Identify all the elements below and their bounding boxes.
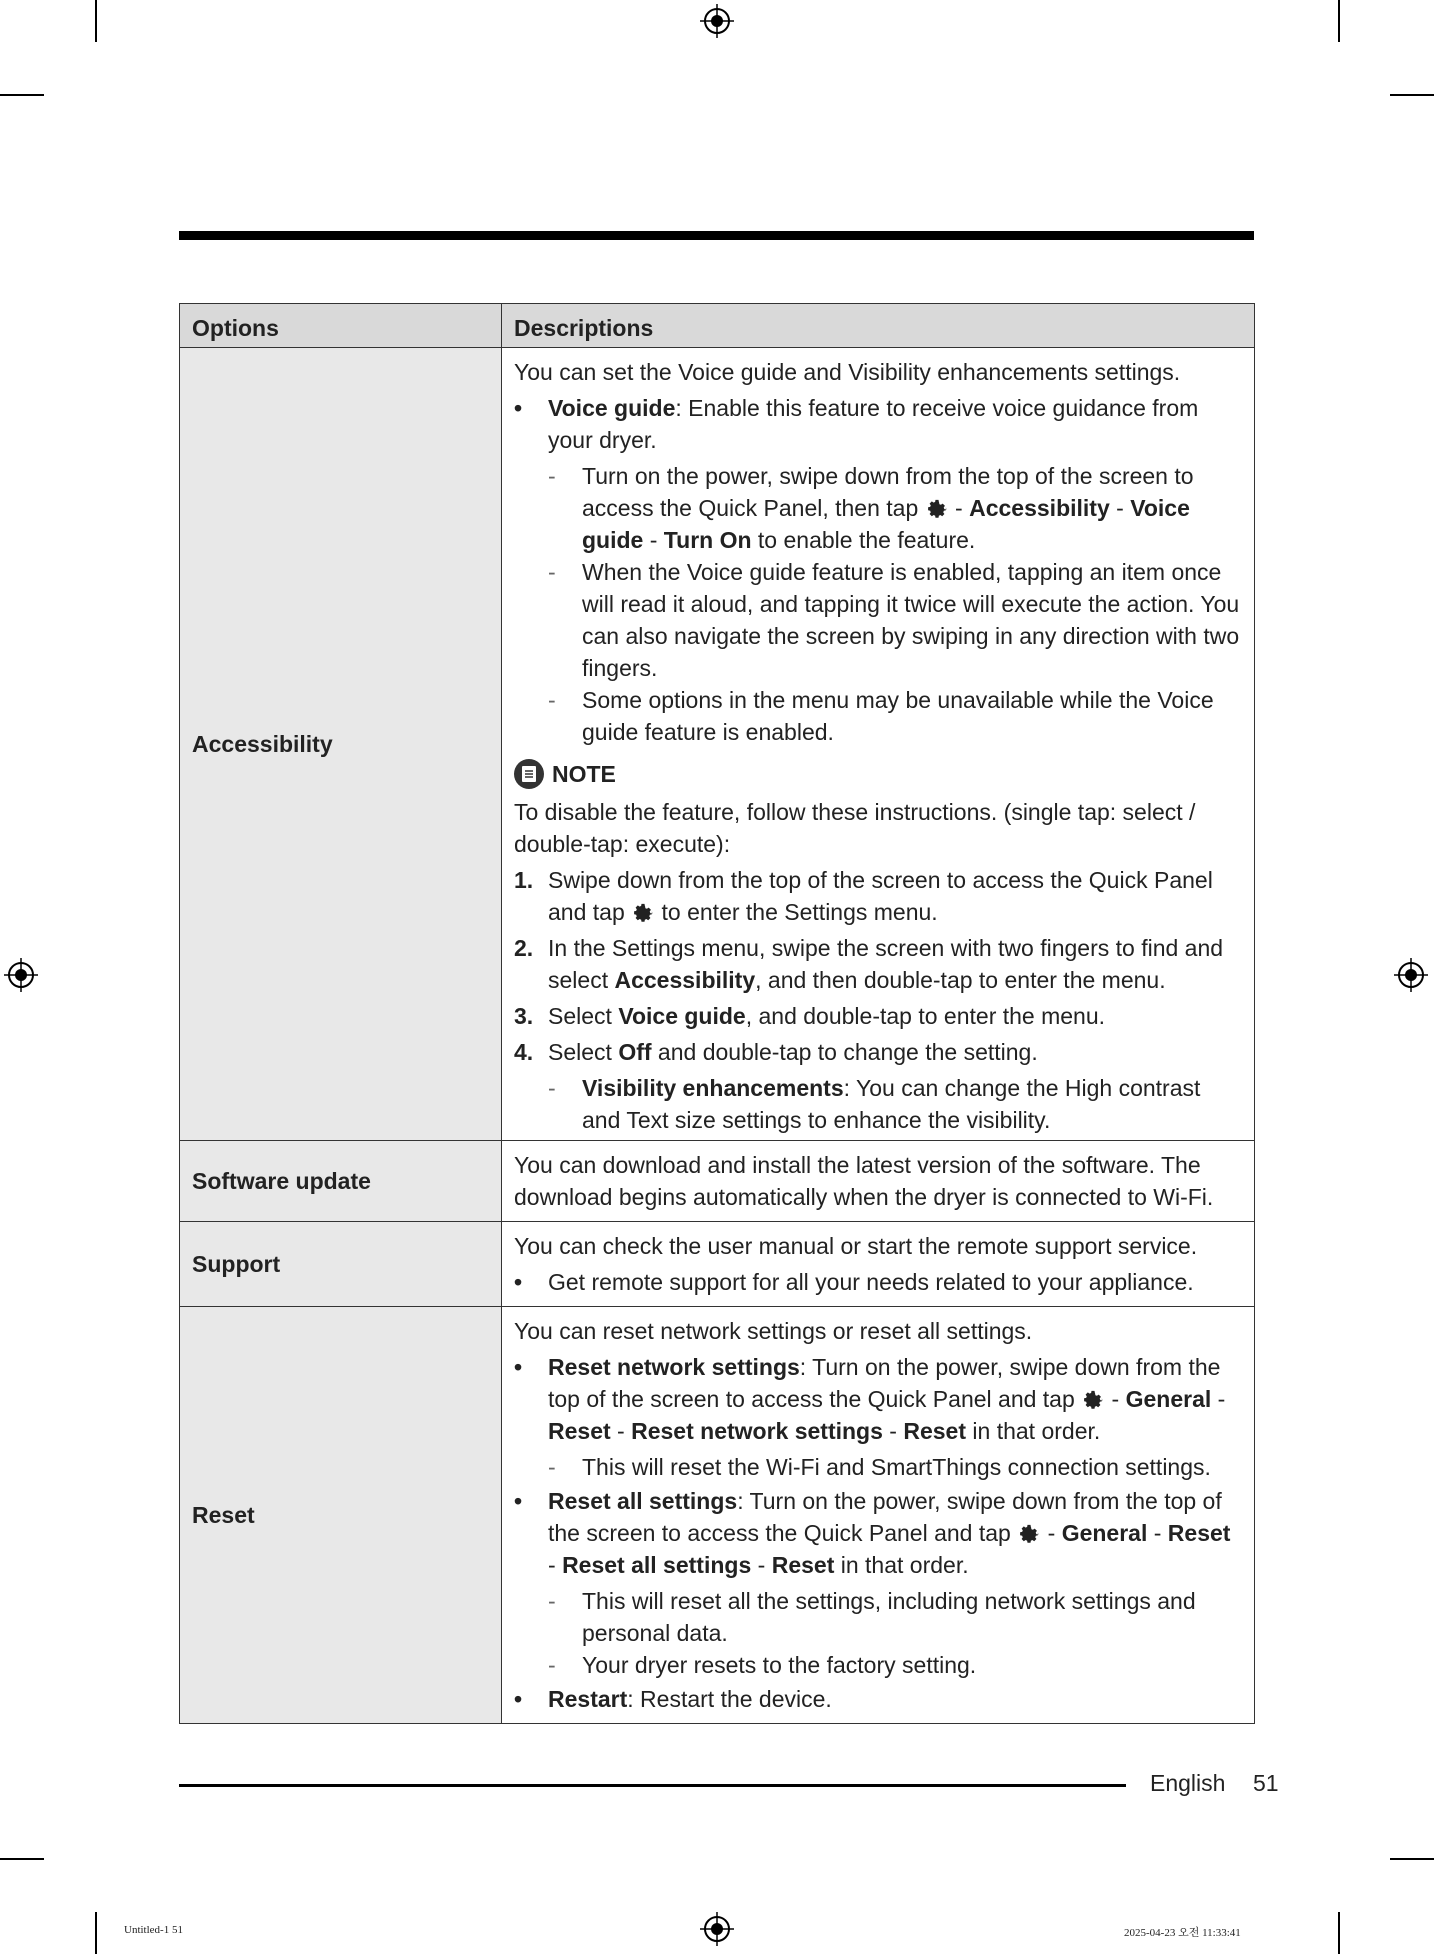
text: - bbox=[751, 1552, 772, 1578]
text: Turn on the power, swipe down from the top of the screen to access the Quick Panel, then tap bbox=[582, 463, 1194, 521]
description-accessibility bbox=[502, 348, 1255, 1141]
bold-text: Voice guide bbox=[582, 495, 1190, 553]
text: - bbox=[1109, 495, 1131, 521]
table-header-row bbox=[180, 304, 1255, 348]
reset-intro: You can reset network settings or reset all settings. bbox=[514, 1318, 1033, 1344]
registration-mark-icon bbox=[1394, 958, 1428, 992]
text: In the Settings menu, swipe the screen with two fingers to find and select bbox=[548, 935, 1224, 993]
table-row bbox=[180, 348, 1255, 1141]
note-text: To disable the feature, follow these instructions. (single tap: select / double-tap: execute): bbox=[514, 799, 1196, 857]
text: : Turn on the power, swipe down from the top of the screen to access the Quick Panel and tap bbox=[548, 1354, 1221, 1412]
software-update-text: You can download and install the latest version of the software. The download begins automatically when the dryer is connected to Wi-Fi. bbox=[514, 1152, 1214, 1210]
text: to enter the Settings menu. bbox=[655, 899, 938, 925]
registration-mark-icon bbox=[4, 958, 38, 992]
bold-text: Reset network settings bbox=[631, 1418, 883, 1444]
list-item bbox=[514, 1266, 1242, 1298]
option-accessibility: Accessibility bbox=[180, 348, 502, 1141]
text: Some options in the menu may be unavailable while the Voice guide feature is enabled. bbox=[582, 687, 1214, 745]
bold-text: Reset bbox=[903, 1418, 967, 1444]
dash-mark: - bbox=[548, 1588, 556, 1614]
bullet-mark: • bbox=[514, 1269, 523, 1295]
dash-mark: - bbox=[548, 687, 556, 713]
sub-list-item bbox=[514, 1451, 1242, 1483]
numbered-step bbox=[514, 864, 1242, 928]
text: Select bbox=[548, 1003, 619, 1029]
description-support bbox=[502, 1222, 1255, 1307]
numbered-step bbox=[514, 1000, 1242, 1032]
text: - bbox=[1041, 1520, 1062, 1546]
gear-icon bbox=[1081, 1387, 1105, 1411]
text: - bbox=[882, 1418, 904, 1444]
text: : You can change the High contrast and Text size settings to enhance the visibility. bbox=[582, 1075, 1201, 1133]
language-label: English bbox=[1150, 1770, 1226, 1796]
bold-text: Reset all settings bbox=[548, 1488, 738, 1514]
text: Swipe down from the top of the screen to access the Quick Panel and tap bbox=[548, 867, 1213, 925]
numbered-step bbox=[514, 932, 1242, 996]
step-number: 4. bbox=[514, 1039, 534, 1065]
bold-text: Accessibility bbox=[614, 967, 756, 993]
header-descriptions: Descriptions bbox=[502, 304, 1255, 348]
bullet-mark: • bbox=[514, 1354, 523, 1380]
file-label: Untitled-1 51 bbox=[124, 1924, 183, 1936]
accessibility-intro: You can set the Voice guide and Visibility enhancements settings. bbox=[514, 359, 1181, 385]
text: When the Voice guide feature is enabled, tapping an item once will read it aloud, and tapping it twice will execute the action. You can also navigate the screen by swiping in any direction with two fingers. bbox=[582, 559, 1240, 681]
crop-mark bbox=[1338, 0, 1340, 42]
text: Your dryer resets to the factory setting. bbox=[582, 1652, 977, 1678]
sub-list-item bbox=[514, 1649, 1242, 1681]
registration-mark-icon bbox=[700, 1912, 734, 1946]
gear-icon bbox=[925, 496, 949, 520]
dash-mark: - bbox=[548, 1075, 556, 1101]
list-item bbox=[514, 1351, 1242, 1447]
table-row bbox=[180, 1141, 1255, 1222]
dash-mark: - bbox=[548, 463, 556, 489]
top-rule bbox=[179, 231, 1254, 240]
text: Select bbox=[548, 1039, 619, 1065]
crop-mark bbox=[1338, 1912, 1340, 1954]
text: Get remote support for all your needs related to your appliance. bbox=[548, 1269, 1194, 1295]
text: - bbox=[948, 495, 970, 521]
bold-text: General bbox=[1125, 1386, 1212, 1412]
bold-text: Reset bbox=[1167, 1520, 1231, 1546]
bold-text: General bbox=[1061, 1520, 1148, 1546]
bold-text: Reset bbox=[548, 1418, 611, 1444]
description-reset bbox=[502, 1307, 1255, 1724]
text: This will reset all the settings, including network settings and personal data. bbox=[582, 1588, 1196, 1646]
bold-text: Voice guide bbox=[618, 1003, 746, 1029]
list-item bbox=[514, 1485, 1242, 1581]
sub-list-item bbox=[514, 1585, 1242, 1649]
option-support: Support bbox=[180, 1222, 502, 1307]
option-reset: Reset bbox=[180, 1307, 502, 1724]
list-item bbox=[514, 1683, 1242, 1715]
text: to enable the feature. bbox=[751, 527, 976, 553]
print-timestamp: 2025-04-23 오전 11:33:41 bbox=[1124, 1927, 1241, 1939]
step-number: 1. bbox=[514, 867, 534, 893]
dash-mark: - bbox=[548, 1652, 556, 1678]
table-row bbox=[180, 1222, 1255, 1307]
text: in that order. bbox=[834, 1552, 969, 1578]
dash-mark: - bbox=[548, 1454, 556, 1480]
bold-text: Visibility enhancements bbox=[582, 1075, 844, 1101]
dash-mark: - bbox=[548, 559, 556, 585]
option-software-update: Software update bbox=[180, 1141, 502, 1222]
bullet-mark: • bbox=[514, 395, 523, 421]
page-number: 51 bbox=[1253, 1770, 1279, 1796]
text: in that order. bbox=[966, 1418, 1101, 1444]
text: This will reset the Wi-Fi and SmartThings connection settings. bbox=[582, 1454, 1211, 1480]
text: - bbox=[1147, 1520, 1168, 1546]
text: and double-tap to change the setting. bbox=[651, 1039, 1038, 1065]
numbered-step bbox=[514, 1036, 1242, 1068]
bold-text: Off bbox=[618, 1039, 652, 1065]
crop-mark bbox=[95, 1912, 97, 1954]
note-icon bbox=[514, 759, 544, 789]
text: - bbox=[643, 527, 664, 553]
crop-mark bbox=[1390, 1858, 1434, 1860]
crop-mark bbox=[95, 0, 97, 42]
text: , and then double-tap to enter the menu. bbox=[755, 967, 1166, 993]
text: : Turn on the power, swipe down from the top of the screen to access the Quick Panel and tap bbox=[548, 1488, 1222, 1546]
registration-mark-icon bbox=[700, 4, 734, 38]
options-table bbox=[179, 303, 1255, 1724]
text: : Restart the device. bbox=[627, 1686, 832, 1712]
note-label: NOTE bbox=[552, 761, 616, 787]
text: - bbox=[1105, 1386, 1126, 1412]
bold-text: Restart bbox=[548, 1686, 628, 1712]
bottom-rule bbox=[179, 1784, 1126, 1787]
gear-icon bbox=[1017, 1521, 1041, 1545]
bold-text: Accessibility bbox=[969, 495, 1110, 521]
sub-list-item bbox=[514, 556, 1242, 684]
text: - bbox=[610, 1418, 632, 1444]
bold-text: Reset network settings bbox=[548, 1354, 800, 1380]
bullet-mark: • bbox=[514, 1488, 523, 1514]
sub-list-item bbox=[514, 684, 1242, 748]
bold-text: Reset bbox=[771, 1552, 835, 1578]
voice-guide-text: : Enable this feature to receive voice guidance from your dryer. bbox=[548, 395, 1199, 453]
crop-mark bbox=[0, 94, 44, 96]
step-number: 3. bbox=[514, 1003, 534, 1029]
sub-list-item bbox=[514, 1072, 1242, 1136]
text: , and double-tap to enter the menu. bbox=[745, 1003, 1106, 1029]
bold-text: Turn On bbox=[663, 527, 752, 553]
text: - bbox=[1211, 1386, 1226, 1412]
text: - bbox=[548, 1552, 563, 1578]
bold-text: Reset all settings bbox=[562, 1552, 752, 1578]
gear-icon bbox=[631, 900, 655, 924]
bullet-mark: • bbox=[514, 1686, 523, 1712]
note-heading bbox=[514, 758, 1242, 790]
crop-mark bbox=[1390, 94, 1434, 96]
sub-list-item bbox=[514, 460, 1242, 556]
support-text: You can check the user manual or start the remote support service. bbox=[514, 1233, 1198, 1259]
step-number: 2. bbox=[514, 935, 534, 961]
header-options: Options bbox=[180, 304, 502, 348]
description-software-update bbox=[502, 1141, 1255, 1222]
crop-mark bbox=[0, 1858, 44, 1860]
voice-guide-label: Voice guide bbox=[548, 395, 676, 421]
table-row bbox=[180, 1307, 1255, 1724]
list-item bbox=[514, 392, 1242, 456]
